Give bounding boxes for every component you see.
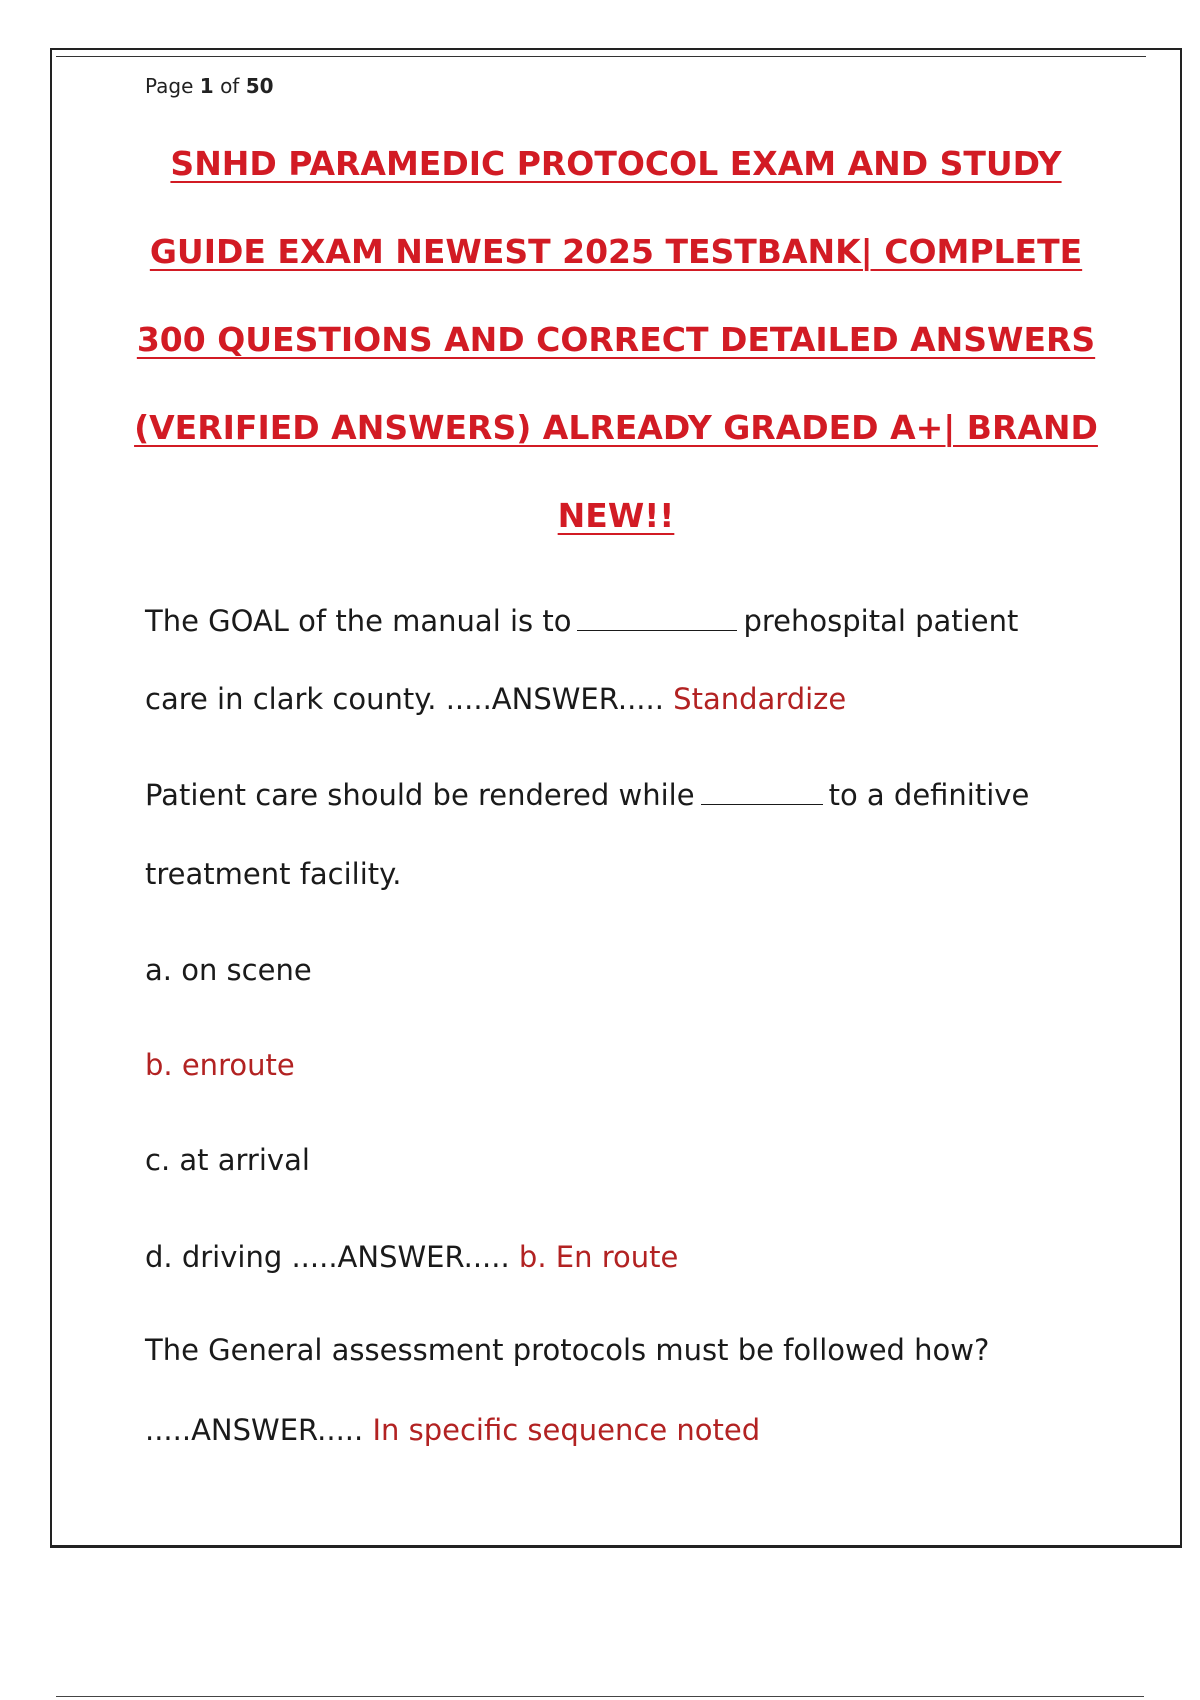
top-rule [56, 56, 1146, 57]
bottom-rule [56, 1696, 1144, 1697]
q1-answer-label: care in clark county. .....ANSWER..... [145, 682, 664, 716]
q2-option-a: a. on scene [145, 953, 312, 987]
q2-line-1 [145, 778, 1029, 812]
title-line-3: 300 QUESTIONS AND CORRECT DETAILED ANSWERS [136, 320, 1096, 359]
page-of: of [220, 74, 240, 98]
q3-line-1: The General assessment protocols must be followed how? [145, 1333, 990, 1367]
page-total: 50 [245, 74, 274, 98]
q2-option-b: b. enroute [145, 1048, 295, 1082]
q1-line-1 [145, 604, 1018, 638]
title-line-2: GUIDE EXAM NEWEST 2025 TESTBANK| COMPLETE [149, 232, 1083, 271]
title-line-4: (VERIFIED ANSWERS) ALREADY GRADED A+| BRAND [134, 408, 1098, 447]
q1-text-start: The GOAL of the manual is to [145, 604, 572, 638]
title-line-1: SNHD PARAMEDIC PROTOCOL EXAM AND STUDY [170, 144, 1062, 183]
q2-text-start: Patient care should be rendered while [145, 778, 695, 812]
q2-option-d [145, 1240, 678, 1274]
q1-line-2 [145, 682, 846, 716]
q2-answer: b. En route [518, 1240, 679, 1274]
q3-answer-label: .....ANSWER..... [145, 1413, 364, 1447]
page-label: Page [145, 74, 194, 98]
q1-text-end: prehospital patient [743, 604, 1019, 638]
q2-option-c: c. at arrival [145, 1143, 310, 1177]
q3-answer: In specific sequence noted [372, 1413, 761, 1447]
title-line-5: NEW!! [557, 496, 675, 535]
q2-answer-label: d. driving .....ANSWER..... [145, 1240, 510, 1274]
q1-answer: Standardize [673, 682, 847, 716]
q2-blank [701, 780, 823, 805]
page-current: 1 [199, 74, 214, 98]
document-title [60, 134, 1172, 574]
page-indicator [145, 74, 274, 98]
q2-line-2: treatment facility. [145, 857, 402, 891]
q2-text-end: to a definitive [828, 778, 1030, 812]
q1-blank [577, 606, 737, 631]
q3-line-2 [145, 1413, 760, 1447]
